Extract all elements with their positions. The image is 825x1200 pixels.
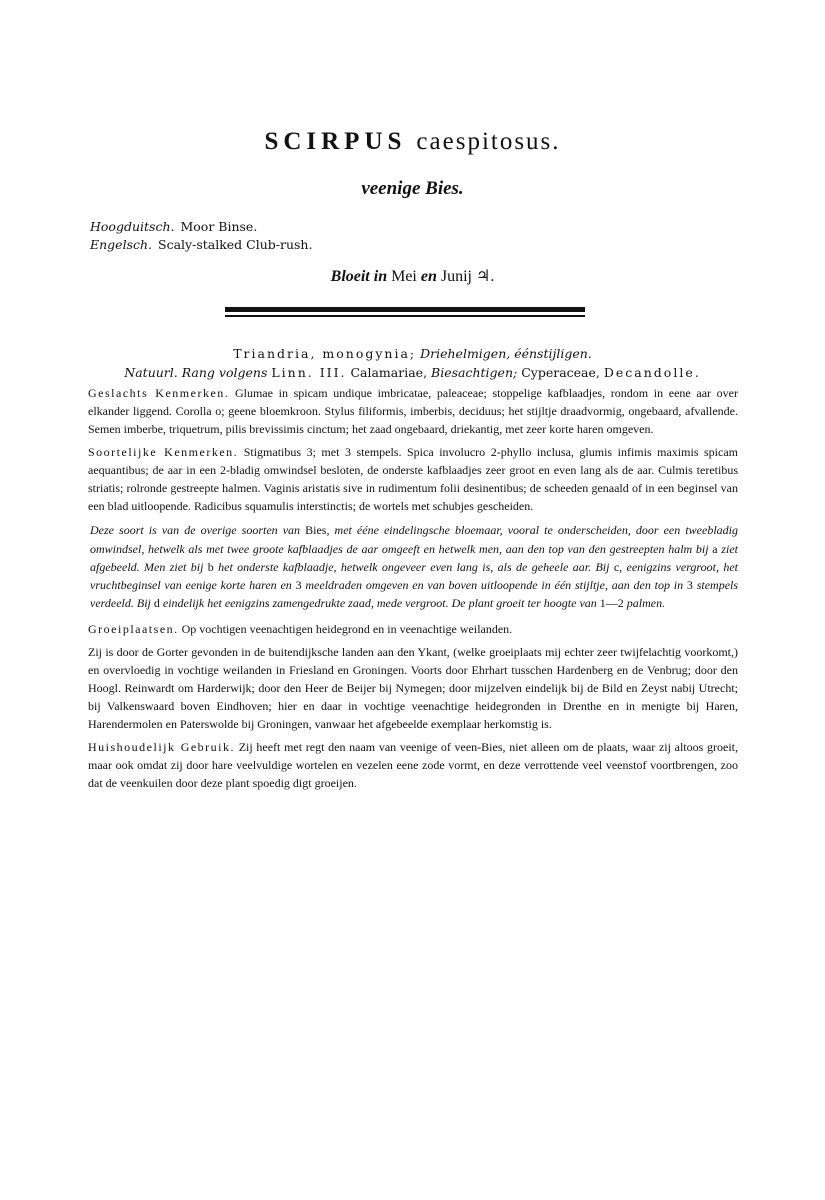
desc-text: stempels verdeeld. Bij: [90, 578, 739, 611]
synonym-english: [90, 236, 312, 254]
desc-text: ziet afgebeeld. Men ziet bij: [90, 541, 739, 574]
rank-decandolle: Decandolle.: [603, 365, 701, 380]
section-heading: Huishoudelijk Gebruik.: [88, 739, 236, 754]
synonym-language: Hoogduitsch.: [90, 219, 175, 234]
figure-ref-d: d: [153, 596, 160, 611]
natural-rank: [0, 363, 825, 382]
rank-calamariae: Calamariae,: [350, 365, 428, 380]
desc-number: 3: [295, 578, 302, 593]
figure-ref-a: a: [712, 541, 718, 556]
bloom-month-2: Junij: [440, 268, 472, 285]
section-heading: Groeiplaatsen.: [88, 622, 179, 637]
rank-label: Natuurl. Rang volgens: [124, 365, 268, 380]
figure-ref-b: b: [207, 559, 214, 574]
divider-thin: [225, 315, 585, 317]
synonym-language: Engelsch.: [90, 237, 153, 252]
species-title: [0, 128, 825, 156]
genus-characters: [88, 384, 738, 439]
section-heading: Geslachts Kenmerken.: [88, 386, 230, 400]
section-text: Op vochtigen veenachtigen heidegrond en in veenachtige weilanden.: [181, 622, 513, 637]
flowering-time: [0, 266, 825, 286]
genus-name: SCIRPUS: [264, 128, 407, 155]
classification-block: [0, 344, 825, 382]
section-text: Zij heeft met regt den naam van veenige of veen-Bies, niet alleen om de plaats, waar zij altoos groeit, maar ook omdat zij door hare veelvuldige wortelen en vezelen eene zode vormt, en deze verrottende veel veenstof voortbrengen, zoo dat de veenkuilen door deze plant spoedig digt groeijen.: [88, 739, 738, 791]
desc-text: Deze soort is van de overige soorten van: [90, 523, 301, 538]
rank-linnaeus: Linn. III.: [271, 365, 347, 380]
linnaean-class: [0, 344, 825, 363]
desc-range: 1—2: [599, 596, 624, 611]
class-latin: Triandria, monogynia;: [233, 346, 417, 361]
section-heading: Soortelijke Kenmerken.: [88, 444, 239, 459]
divider-thick: [225, 307, 585, 312]
bloom-month-1: Mei: [391, 268, 417, 285]
section-text: Zij is door de Gorter gevonden in de buitendijksche landen aan den Ykant, (welke groeiplaats mij echter zeer twijfelachtig voorkomt,) en overvloedig in vochtige weilanden in Friesland en Groningen. Voorts door Ehrhart tusschen Hardenberg en de Venbrug; door den Hoogl. Reinwardt om Harderwijk; door den Heer de Beijer bij Nymegen; door mijzelven eindelijk bij de Bild en Zeyst nabij Utrecht; bij Valkenswaard boven Eindhoven; hier en daar in vochtige veenachtige heidegronden in Drenthe en in menigte bij Haren, Harendermolen en Paterswolde bij Groningen, vanwaar het afgebeelde exemplaar herkomstig is.: [88, 644, 738, 732]
desc-text: , met ééne eindelingsche bloemaar, vooral te onderscheiden, door een tweebladig omwindsel, hetwelk als met twee groote kafblaadjes de aar omgeeft en hetwelk men, aan den top van den gestreepten halm bij: [90, 523, 738, 556]
bloom-and: en: [420, 268, 437, 285]
common-name: veenige Bies.: [361, 178, 464, 199]
desc-text: palmen.: [626, 596, 666, 611]
rank-dutch: Biesachtigen;: [431, 365, 518, 380]
desc-text: het onderste kafblaadje, hetwelk ongeveer even lang is, als de geheele aar. Bij: [218, 559, 610, 574]
rank-cyperaceae: Cyperaceae,: [521, 365, 600, 380]
desc-bies: Bies: [305, 523, 327, 538]
description-body: [88, 384, 738, 796]
class-dutch: Driehelmigen, éénstijligen.: [420, 346, 592, 361]
desc-text: meeldraden omgeven en van boven uitloopende in één stijltje, aan den top in: [305, 578, 684, 593]
perennial-symbol: ♃.: [476, 268, 495, 285]
bloom-lead: Bloeit in: [330, 268, 388, 285]
desc-text: , eenigzins vergroot, het vruchtbeginsel van eenige korte haren en: [90, 559, 739, 593]
synonyms-block: [90, 218, 312, 254]
section-text: Stigmatibus 3; met 3 stempels. Spica involucro 2-phyllo inclusa, glumis infimis maximis spicam aequantibus; de aar in een 2-bladig omwindsel besloten, de onderste kafblaadjes zeer groot en even lang als de aar. Culmis teretibus striatis; rolronde gestreepte halmen. Vaginis aristatis sive in rudimentum folii desinentibus; de scheeden genaald of in een beginsel van een blad uitloopende. Radicibus squamulis interstinctis; de wortels met schubjes gescheiden.: [88, 444, 739, 514]
household-use: [88, 738, 738, 793]
species-description: [88, 521, 738, 612]
synonym-name: Moor Binse.: [180, 219, 258, 234]
localities: [88, 643, 738, 734]
synonym-german: [90, 218, 312, 236]
species-characters: [88, 443, 738, 516]
synonym-name: Scaly-stalked Club-rush.: [158, 237, 313, 252]
section-text: Glumae in spicam undique imbricatae, paleaceae; stoppelige kafblaadjes, rondom in eene aar over elkander liggend. Corolla o; geene bloemkroon. Stylus filiformis, imberbis, deciduus; het stijltje draadvormig, ongebaard, afvallende. Semen imberbe, triquetrum, pilis brevissimis cinctum; het zaad ongebaard, driekantig, met zeer korte haren omgeven.: [88, 386, 739, 437]
desc-text: eindelijk het eenigzins zamengedrukte zaad, mede vergroot. De plant groeit ter hoogte van: [162, 596, 597, 611]
habitat: [88, 620, 738, 638]
figure-ref-c: c: [613, 559, 620, 574]
species-epithet: caespitosus.: [416, 128, 561, 155]
desc-number: 3: [686, 578, 693, 593]
